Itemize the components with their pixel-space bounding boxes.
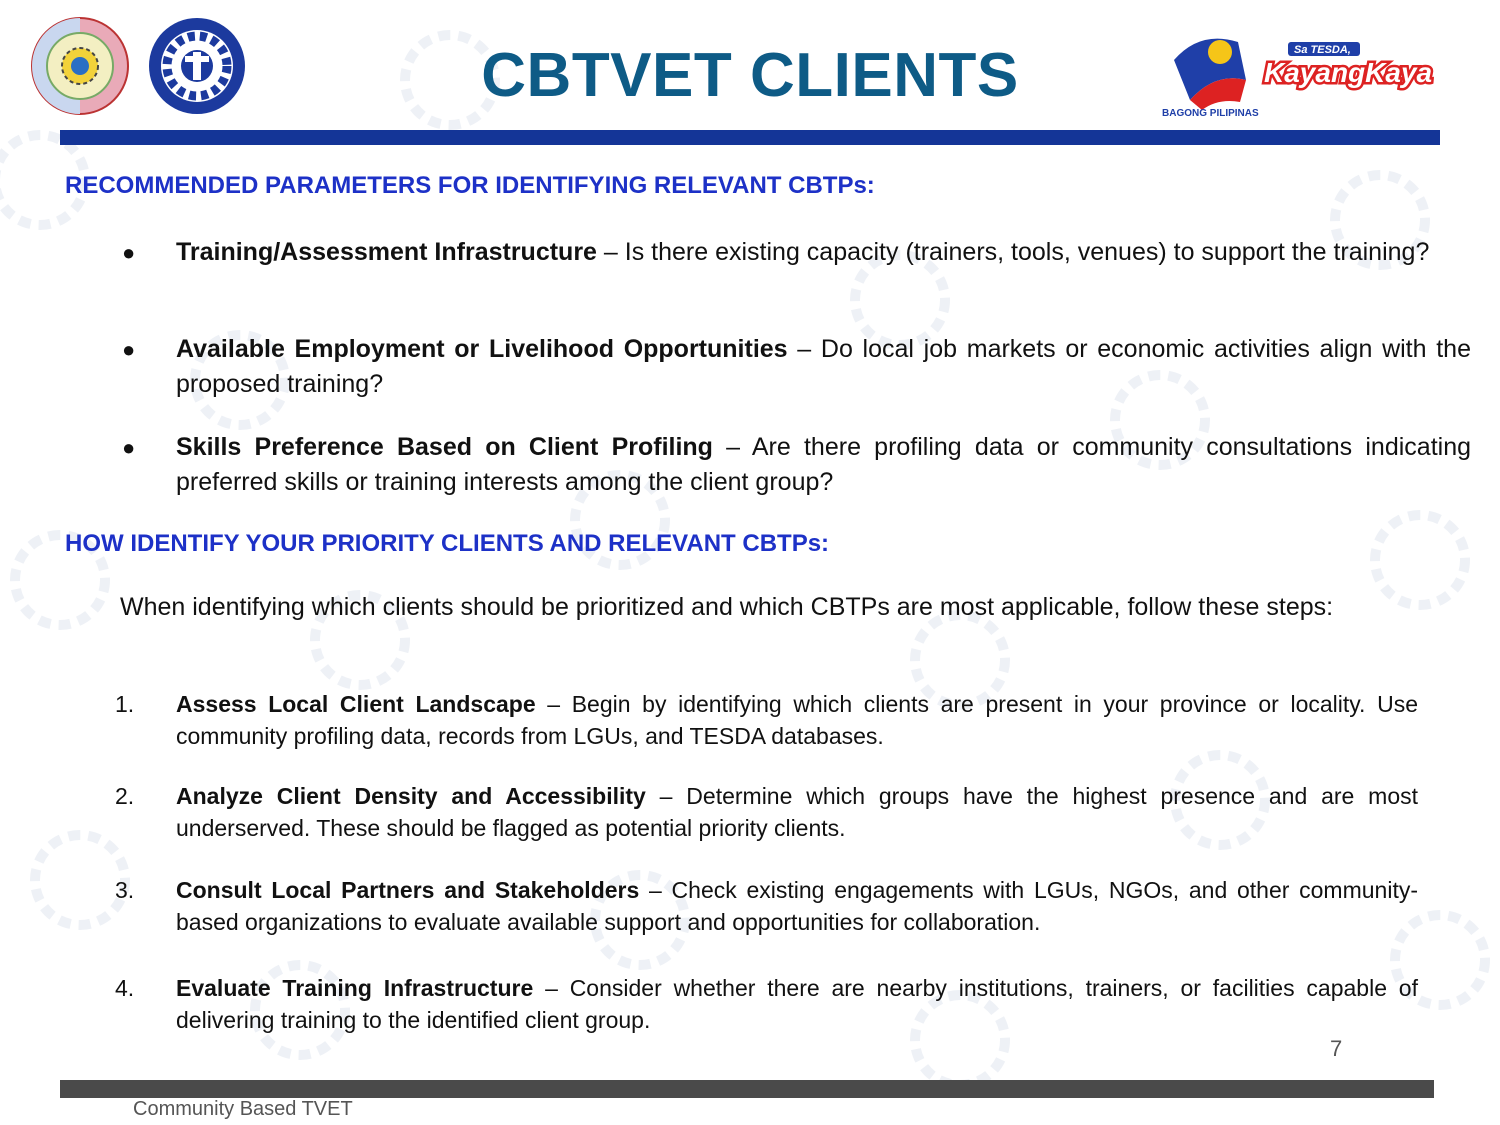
footer-label: Community Based TVET: [133, 1098, 353, 1120]
step-item: [115, 688, 1418, 752]
step-item: [115, 874, 1418, 938]
header-divider: [60, 130, 1440, 145]
svg-text:Sa TESDA,: Sa TESDA,: [1294, 44, 1351, 56]
list-item: [120, 235, 1471, 270]
item-text: – Is there existing capacity (trainers, tools, venues) to support the training?: [596, 238, 1430, 266]
priority-clients-heading: HOW IDENTIFY YOUR PRIORITY CLIENTS AND RELEVANT CBTPs:: [65, 530, 830, 557]
item-text: – Do local job markets or economic activities align with the proposed training?: [176, 335, 1471, 398]
step-title: Evaluate Training Infrastructure: [176, 975, 534, 1001]
step-text: – Begin by identifying which clients are present in your province or locality. Use community profiling data, records from LGUs, and TESDA databases.: [176, 691, 1418, 749]
item-text: – Are there profiling data or community consultations indicating preferred skills or training interests among the client group?: [176, 433, 1471, 496]
bagong-pilipinas-kayang-kaya-logo: [1160, 20, 1490, 120]
framework-seal-logo: [30, 16, 130, 116]
bullet-icon: ●: [122, 337, 136, 362]
svg-text:BAGONG PILIPINAS: BAGONG PILIPINAS: [1162, 108, 1259, 119]
item-title: Available Employment or Livelihood Opportunities: [176, 335, 788, 363]
step-text: – Check existing engagements with LGUs, NGOs, and other community-based organizations to evaluate available support and opportunities for collaboration.: [176, 877, 1418, 935]
bullet-icon: ●: [122, 435, 136, 460]
svg-text:KayangKaya: KayangKaya: [1264, 57, 1433, 88]
list-item: [120, 430, 1471, 500]
slide-title: CBTVET CLIENTS: [481, 41, 1019, 110]
step-number: 3.: [115, 877, 135, 903]
step-title: Assess Local Client Landscape: [176, 691, 536, 717]
step-item: [115, 972, 1418, 1036]
bullet-icon: ●: [122, 240, 136, 265]
step-text: – Consider whether there are nearby institutions, trainers, or facilities capable of delivering training to the identified client group.: [176, 975, 1418, 1033]
footer-divider: [60, 1080, 1434, 1098]
page-number: 7: [1330, 1036, 1343, 1061]
step-item: [115, 780, 1418, 844]
step-title: Consult Local Partners and Stakeholders: [176, 877, 640, 903]
tesda-seal-logo: [147, 16, 247, 116]
step-title: Analyze Client Density and Accessibility: [176, 783, 646, 809]
parameters-heading: RECOMMENDED PARAMETERS FOR IDENTIFYING RELEVANT CBTPs:: [65, 172, 875, 199]
step-number: 4.: [115, 975, 135, 1001]
step-number: 2.: [115, 783, 135, 809]
item-title: Training/Assessment Infrastructure: [176, 238, 597, 266]
list-item: [120, 332, 1471, 402]
item-title: Skills Preference Based on Client Profiling: [176, 433, 713, 461]
steps-intro: When identifying which clients should be prioritized and which CBTPs are most applicable, follow these steps:: [120, 593, 1334, 621]
step-text: – Determine which groups have the highest presence and are most underserved. These should be flagged as potential priority clients.: [176, 783, 1418, 841]
step-number: 1.: [115, 691, 135, 717]
